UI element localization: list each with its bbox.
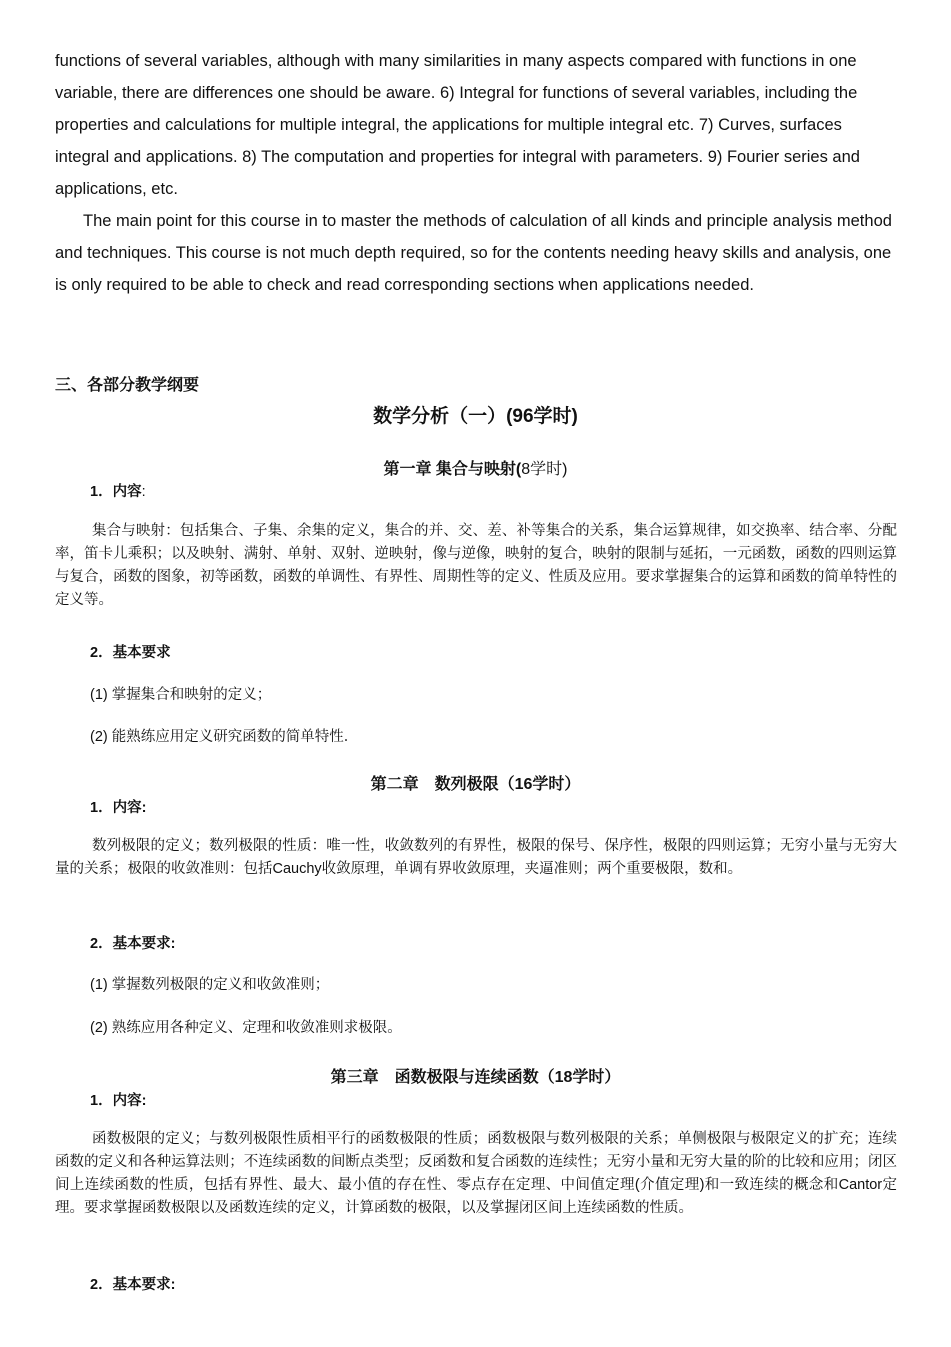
chapter-content: 集合与映射：包括集合、子集、余集的定义，集合的并、交、差、补等集合的关系，集合运算规律，如交换率、结合率、分配率，笛卡儿乘积；以及映射、满射、单射、双射、逆映射，像与逆像，映射的复合，映射的限制与延拓，一元函数，函数的四则运算与复合，函数的图象，初等函数，函数的单调性、有界性、周期性等的定义、性质及应用。要求掌握集合的运算和函数的简单特性的定义等。 xyxy=(55,523,897,608)
chapter-content: 函数极限的定义；与数列极限性质相平行的函数极限的性质；函数极限与数列极限的关系；单侧极限与极限定义的扩充；连续函数的定义和各种运算法则；不连续函数的间断点类型；反函数和复合函数的连续性；无穷小量和无穷大量的阶的比较和应用；闭区间上连续函数的性质，包括有界性、最大、最小值的存在性、零点存在定理、中间值定理(介值定理)和一致连续的概念和Cantor定理。要求掌握函数极限以及函数连续的定义，计算函数的极限，以及掌握闭区间上连续函数的性质。 xyxy=(55,1131,897,1216)
content-label: 1．内容: xyxy=(90,800,147,816)
requirements-label: 2．基本要求 xyxy=(90,645,171,661)
content-label: 1．内容: xyxy=(90,1093,147,1109)
requirement-item: (1) 掌握数列极限的定义和收敛准则； xyxy=(90,977,330,993)
chapter-title-hours: 8学时) xyxy=(521,461,568,478)
content-label-text: 1．内容 xyxy=(90,484,142,500)
content-label xyxy=(90,480,146,501)
requirement-item: (2) 能熟练应用定义研究函数的简单特性． xyxy=(90,729,359,745)
chapter-title: 第三章 函数极限与连续函数（18学时） xyxy=(330,1069,621,1086)
requirements-label: 2．基本要求: xyxy=(90,1277,176,1293)
chapter-content: 数列极限的定义；数列极限的性质：唯一性，收敛数列的有界性，极限的保号、保序性，极限的四则运算；无穷小量与无穷大量的关系；极限的收敛准则：包括Cauchy收敛原理，单调有界收敛原理，夹逼准则；两个重要极限，数和。 xyxy=(55,838,897,877)
requirements-label: 2．基本要求: xyxy=(90,936,176,952)
intro-paragraph: functions of several variables, although with many similarities in many aspects compared with functions in one variable, there are differences one should be aware. 6) Integral for functions of several variables, including the properties and calculations for multiple integral, the applications for multiple integral etc. 7) Curves, surfaces integral and applications. 8) The computation and properties for integral with parameters. 9) Fourier series and applications, etc. xyxy=(55,52,860,198)
course-title: 数学分析（一）(96学时) xyxy=(373,406,578,427)
chapter-title-bold: 第一章 集合与映射( xyxy=(383,461,522,478)
requirement-item: (1) 掌握集合和映射的定义； xyxy=(90,687,272,703)
requirement-item: (2) 熟练应用各种定义、定理和收敛准则求极限。 xyxy=(90,1020,402,1036)
content-label-colon: : xyxy=(141,484,146,500)
intro-paragraph: The main point for this course in to master the methods of calculation of all kinds and principle analysis method and techniques. This course is not much depth required, so for the contents needing heavy skills and analysis, one is only required to be able to check and read corresponding sections when applications needed. xyxy=(55,212,892,294)
chapter-title: 第二章 数列极限（16学时） xyxy=(370,776,581,793)
chapter-title xyxy=(0,456,951,479)
section-heading: 三、各部分教学纲要 xyxy=(55,377,200,394)
